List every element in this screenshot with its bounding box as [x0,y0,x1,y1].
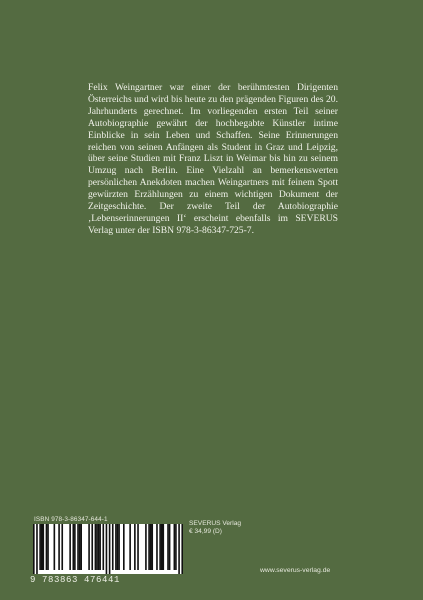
barcode-bar [123,524,125,570]
barcode-bar [77,524,79,570]
barcode-bar [117,524,119,570]
barcode-bar [96,524,98,570]
barcode-bar [129,524,131,570]
barcode-bar [150,524,152,570]
barcode-bar [74,524,76,570]
barcode-digits: 9 783863 476441 [30,575,121,585]
barcode-bars-icon [33,524,183,574]
barcode-bar [46,524,48,570]
publisher-block [189,520,269,537]
barcode-bar [118,524,120,570]
barcode-bar [95,524,97,570]
barcode-bar [161,524,163,570]
publisher-name: SEVERUS Verlag [189,520,242,527]
barcode-bar [169,524,171,570]
barcode-bar [106,524,108,574]
barcode-bar [80,524,82,570]
blurb-text: Felix Weingartner war einer der berühmtesten Dirigenten Österreichs und wird bis heute zu den prägenden Figuren des 20. Jahrhunderts gerechnet. Im vorliegenden ersten Teil seiner Autobiographie gewährt der hochbegabte Künstler intime Einblicke in sein Leben und Schaffen. Seine Erinnerungen reichen von seinen Anfängen als Student in Graz und Leipzig, über seine Studien mit Franz Liszt in Weimar bis hin zu seinem Umzug nach Berlin. Eine Vielzahl an bemerkenswerten persönlichen Anekdoten machen Weingartners mit feinem Spott gewürzten Erzählungen zu einem wichtigen Dokument der Zeitgeschichte. Der zweite Teil der Autobiographie ‚Lebenserinnerungen II‘ erscheint ebenfalls im SEVERUS Verlag unter der ISBN 978-3-86347-725-7. [88,82,338,236]
barcode-bar [58,524,60,570]
barcode-bar [174,524,176,570]
barcode-bar [72,524,74,570]
barcode-bar [61,524,63,570]
barcode-bar [91,524,93,570]
barcode-bar [134,524,136,570]
barcode-bar [88,524,90,570]
isbn-label: ISBN 978-3-86347-644-1 [34,516,108,523]
barcode-bar [98,524,100,570]
publisher-website: www.severus-verlag.de [260,567,331,574]
barcode-bar [42,524,44,570]
barcode-bar [159,524,161,570]
barcode-bar [41,524,43,570]
barcode-bar [54,524,56,570]
barcode-bar [148,524,150,570]
barcode-bar [33,524,35,574]
barcode-bar [156,524,158,570]
barcode-bar [47,524,49,570]
barcode [33,524,183,574]
barcode-bar [115,524,117,570]
barcode-bar [102,524,104,570]
barcode-bar [109,524,111,574]
barcode-bar [137,524,139,570]
barcode-bar [175,524,177,570]
price-label: € 34,99 (D) [189,528,222,536]
barcode-bar [178,524,180,574]
barcode-bar [181,524,183,574]
barcode-bar [167,524,169,570]
barcode-bar [151,524,153,570]
barcode-bar [69,524,71,570]
barcode-bar [39,524,41,570]
barcode-bar [162,524,164,570]
barcode-bar [99,524,101,570]
barcode-bar [36,524,38,574]
barcode-bar [112,524,114,570]
barcode-bar [79,524,81,570]
barcode-bar [145,524,147,570]
